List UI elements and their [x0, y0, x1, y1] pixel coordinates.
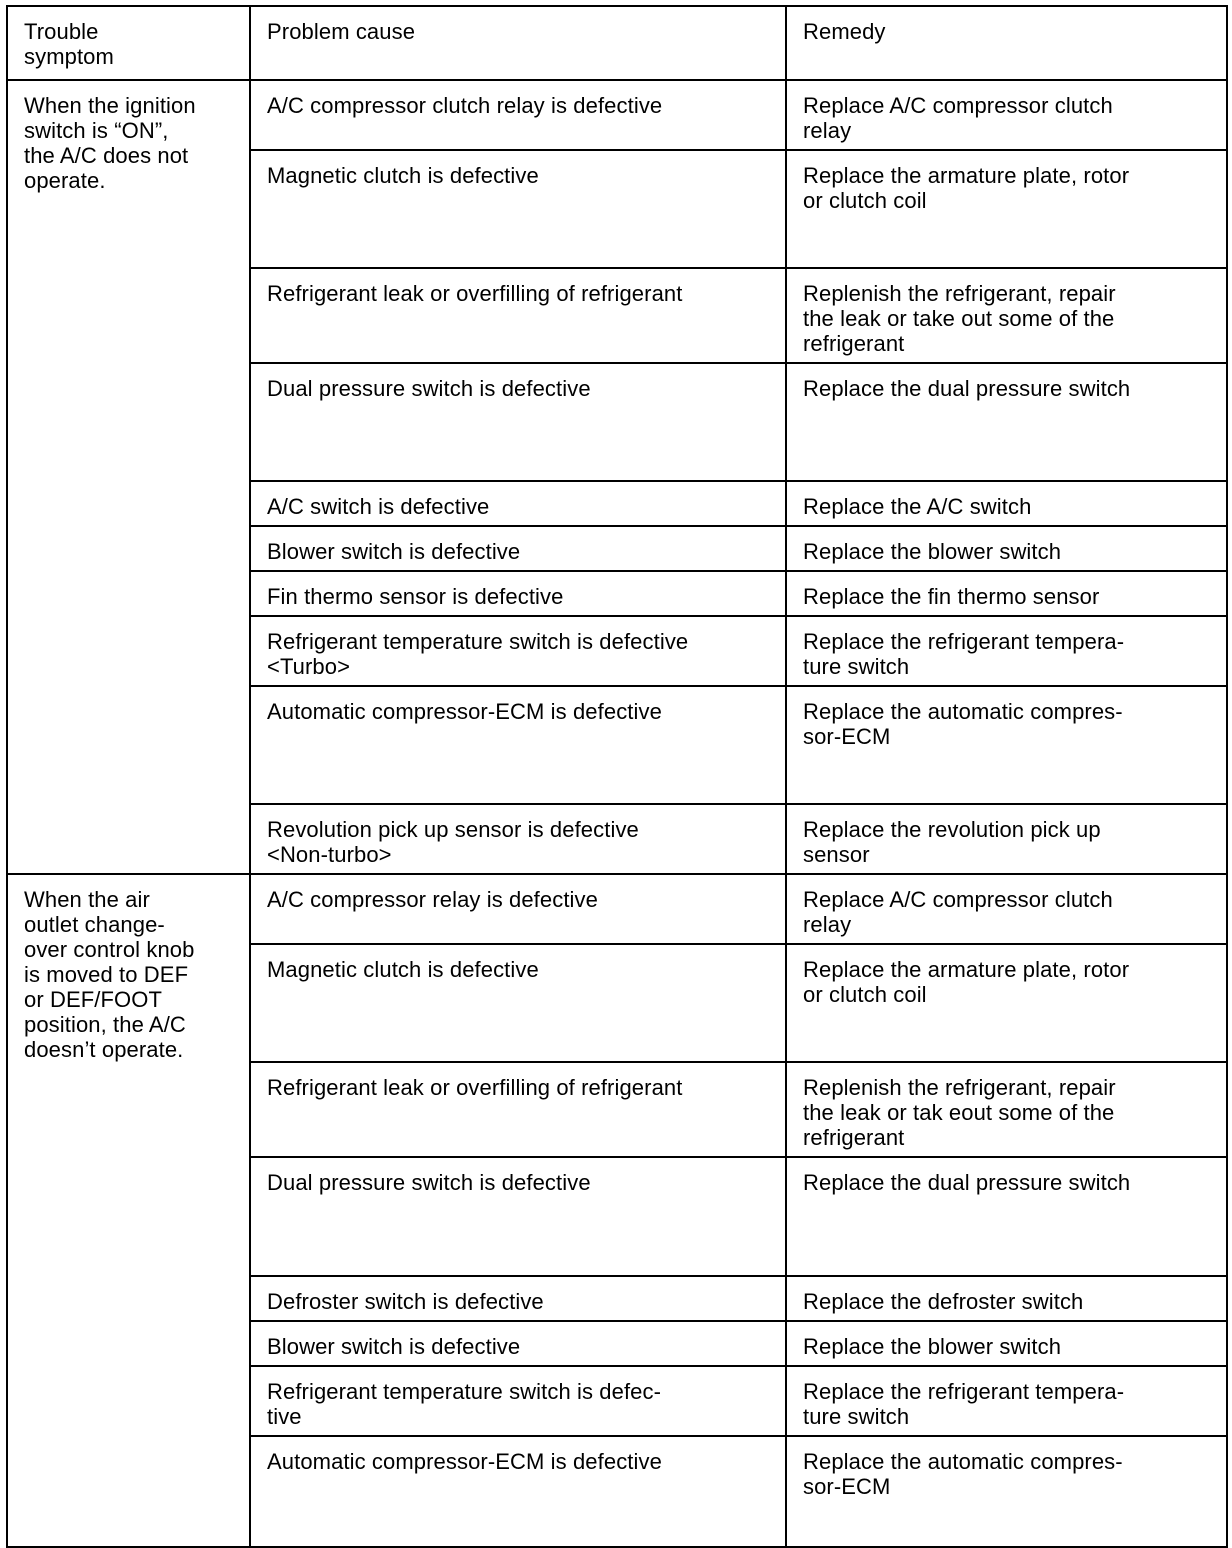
remedy-cell: Replenish the refrigerant, repair the leak or tak eout some of the refrigerant: [786, 1062, 1227, 1157]
cause-cell: A/C compressor clutch relay is defective: [250, 80, 786, 150]
table-row: [7, 874, 1227, 944]
remedy-cell: Replace A/C compressor clutch relay: [786, 874, 1227, 944]
remedy-cell: Replace the refrigerant tempera- ture switch: [786, 1366, 1227, 1436]
cause-cell: Automatic compressor-ECM is defective: [250, 1436, 786, 1547]
table-row: [7, 80, 1227, 150]
header-row: [7, 6, 1227, 80]
symptom-cell: When the air outlet change- over control knob is moved to DEF or DEF/FOOT position, the A/C doesn’t operate.: [7, 874, 250, 1547]
cause-cell: Refrigerant temperature switch is defective <Turbo>: [250, 616, 786, 686]
remedy-cell: Replace the automatic compres- sor-ECM: [786, 1436, 1227, 1547]
remedy-cell: Replace the automatic compres- sor-ECM: [786, 686, 1227, 804]
cause-cell: A/C switch is defective: [250, 481, 786, 526]
remedy-cell: Replace the fin thermo sensor: [786, 571, 1227, 616]
cause-cell: Dual pressure switch is defective: [250, 363, 786, 481]
cause-cell: Refrigerant leak or overfilling of refrigerant: [250, 268, 786, 363]
remedy-cell: Replace the blower switch: [786, 1321, 1227, 1366]
cause-cell: Magnetic clutch is defective: [250, 150, 786, 268]
remedy-cell: Replace the revolution pick up sensor: [786, 804, 1227, 874]
cause-cell: Refrigerant leak or overfilling of refrigerant: [250, 1062, 786, 1157]
remedy-cell: Replace A/C compressor clutch relay: [786, 80, 1227, 150]
remedy-cell: Replace the dual pressure switch: [786, 363, 1227, 481]
table-header: [7, 6, 1227, 80]
remedy-cell: Replace the A/C switch: [786, 481, 1227, 526]
troubleshooting-table: [6, 5, 1228, 1548]
symptom-cell: When the ignition switch is “ON”, the A/C does not operate.: [7, 80, 250, 874]
cause-cell: Fin thermo sensor is defective: [250, 571, 786, 616]
cause-cell: Refrigerant temperature switch is defec- tive: [250, 1366, 786, 1436]
cause-cell: Magnetic clutch is defective: [250, 944, 786, 1062]
remedy-cell: Replace the refrigerant tempera- ture switch: [786, 616, 1227, 686]
cause-cell: A/C compressor relay is defective: [250, 874, 786, 944]
cause-cell: Blower switch is defective: [250, 1321, 786, 1366]
cause-cell: Automatic compressor-ECM is defective: [250, 686, 786, 804]
header-trouble-symptom: Trouble symptom: [7, 6, 250, 80]
header-problem-cause: Problem cause: [250, 6, 786, 80]
cause-cell: Revolution pick up sensor is defective <Non-turbo>: [250, 804, 786, 874]
remedy-cell: Replenish the refrigerant, repair the leak or take out some of the refrigerant: [786, 268, 1227, 363]
cause-cell: Dual pressure switch is defective: [250, 1157, 786, 1276]
remedy-cell: Replace the defroster switch: [786, 1276, 1227, 1321]
cause-cell: Blower switch is defective: [250, 526, 786, 571]
remedy-cell: Replace the dual pressure switch: [786, 1157, 1227, 1276]
header-remedy: Remedy: [786, 6, 1227, 80]
remedy-cell: Replace the armature plate, rotor or clutch coil: [786, 150, 1227, 268]
remedy-cell: Replace the blower switch: [786, 526, 1227, 571]
remedy-cell: Replace the armature plate, rotor or clutch coil: [786, 944, 1227, 1062]
table-body: [7, 80, 1227, 1547]
cause-cell: Defroster switch is defective: [250, 1276, 786, 1321]
